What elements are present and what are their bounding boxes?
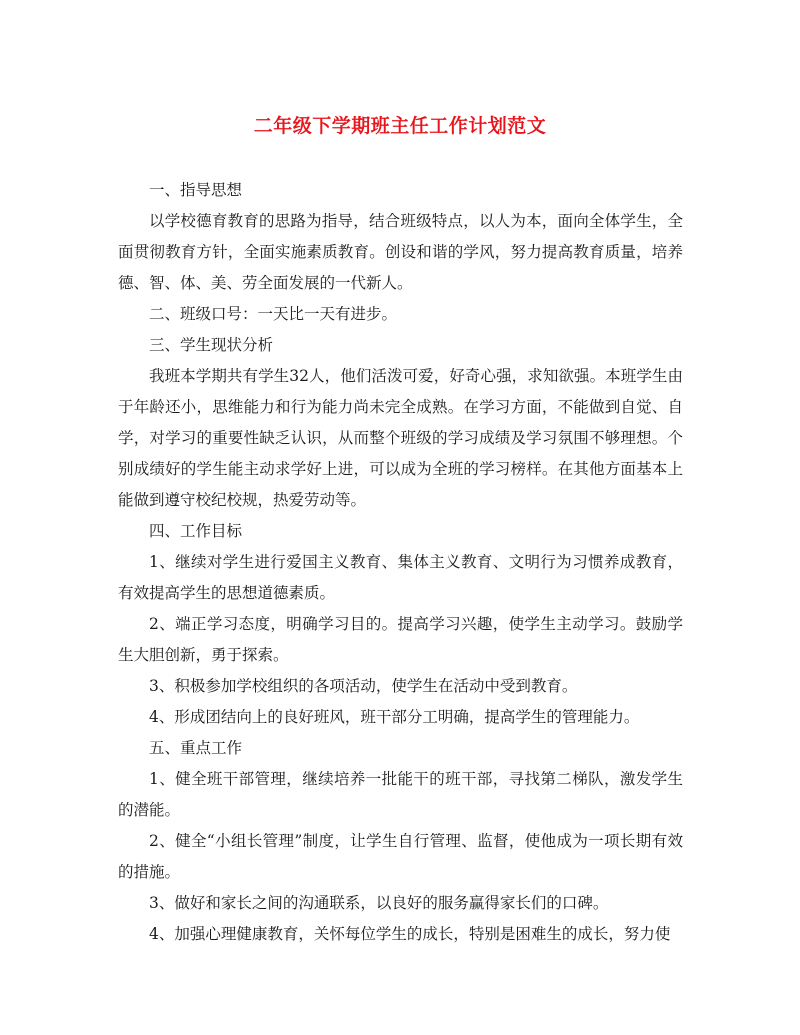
document-body	[118, 175, 683, 950]
list-item-goal-4: 4、形成团结向上的良好班风，班干部分工明确，提高学生的管理能力。	[149, 708, 640, 726]
paragraph-guiding-ideology: 以学校德育教育的思路为指导，结合班级特点，以人为本，面向全体学生，全面贯彻教育方针，全面实施素质教育。创设和谐的学风，努力提高教育质量，培养德、智、体、美、劳全面发展的一代新人。	[118, 212, 683, 292]
section-heading-student-analysis: 三、学生现状分析	[149, 336, 274, 354]
list-item-work-1: 1、健全班干部管理，继续培养一批能干的班干部，寻找第二梯队，激发学生的潜能。	[118, 770, 683, 819]
document-title: 二年级下学期班主任工作计划范文	[253, 115, 547, 137]
list-item-work-4: 4、加强心理健康教育，关怀每位学生的成长，特别是困难生的成长，努力使	[149, 925, 671, 943]
section-heading-class-slogan: 二、班级口号：一天比一天有进步。	[149, 305, 398, 323]
section-heading-work-goals: 四、工作目标	[149, 522, 243, 540]
section-heading-key-work: 五、重点工作	[149, 739, 243, 757]
list-item-goal-3: 3、积极参加学校组织的各项活动，使学生在活动中受到教育。	[149, 677, 578, 695]
section-heading-guiding-ideology: 一、指导思想	[149, 181, 243, 199]
paragraph-student-analysis: 我班本学期共有学生32人，他们活泼可爱，好奇心强，求知欲强。本班学生由于年龄还小，思维能力和行为能力尚未完全成熟。在学习方面，不能做到自觉、自学，对学习的重要性缺乏认识，从而整个班级的学习成绩及学习氛围不够理想。个别成绩好的学生能主动求学好上进，可以成为全班的学习榜样。在其他方面基本上能做到遵守校纪校规，热爱劳动等。	[118, 367, 683, 509]
list-item-goal-1: 1、继续对学生进行爱国主义教育、集体主义教育、文明行为习惯养成教育，有效提高学生的思想道德素质。	[118, 553, 683, 602]
list-item-goal-2: 2、端正学习态度，明确学习目的。提高学习兴趣，使学生主动学习。鼓励学生大胆创新，勇于探索。	[118, 615, 683, 664]
list-item-work-3: 3、做好和家长之间的沟通联系，以良好的服务赢得家长们的口碑。	[149, 894, 609, 912]
list-item-work-2: 2、健全“小组长管理”制度，让学生自行管理、监督，使他成为一项长期有效的措施。	[118, 832, 683, 881]
